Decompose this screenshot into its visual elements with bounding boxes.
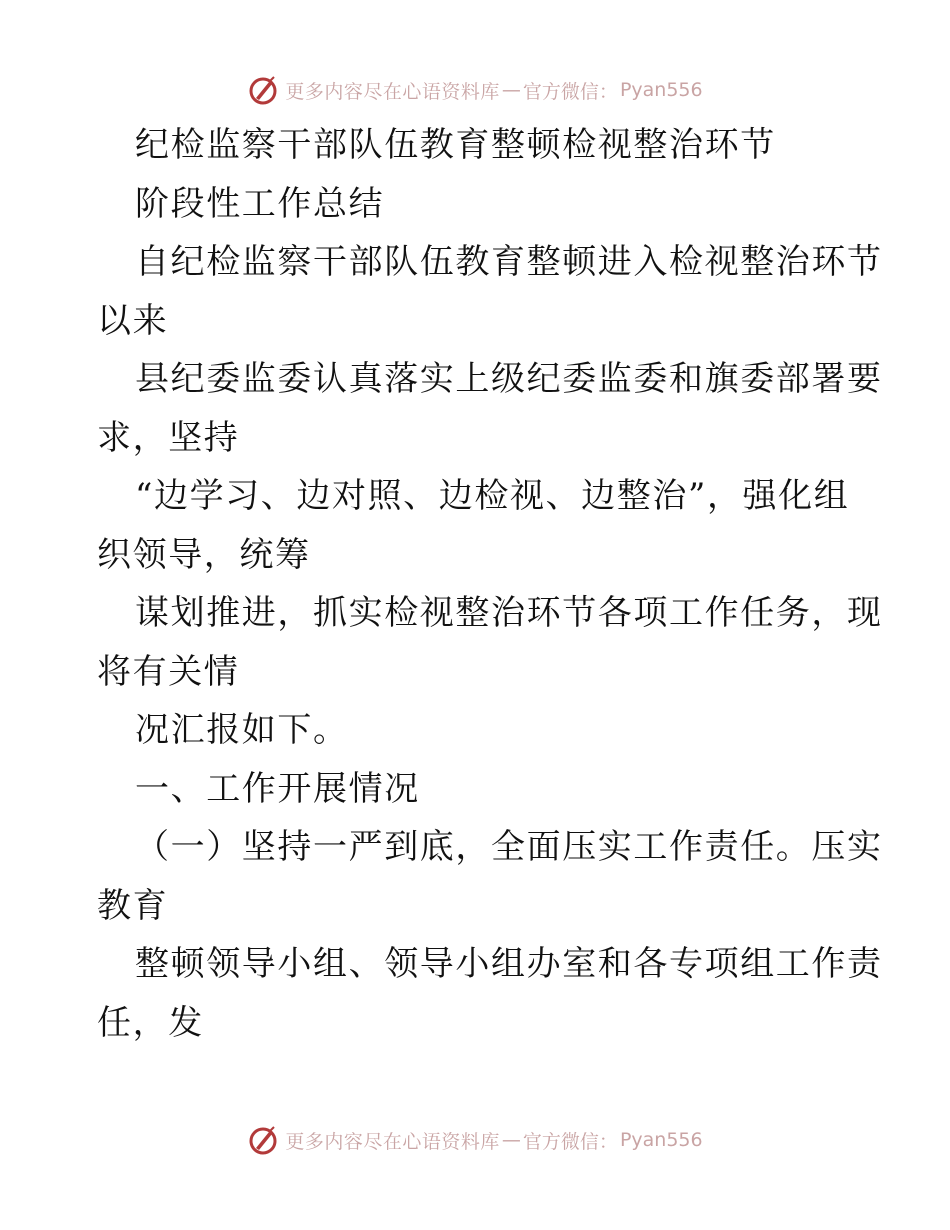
paragraph-line: 以来	[97, 300, 169, 341]
paragraph-line: “边学习、边对照、边检视、边整治”，强化组	[135, 476, 850, 516]
quill-logo-icon	[247, 74, 279, 106]
watermark-wechat-id: Pyan556	[619, 1129, 703, 1151]
paragraph-line: （一）坚持一严到底，全面压实工作责任。压实	[135, 827, 883, 867]
doc-title-line-1: 纪检监察干部队伍教育整顿检视整治环节	[135, 125, 776, 165]
paragraph-line: 织领导，统筹	[97, 534, 311, 575]
watermark-wechat-label: 官方微信：	[522, 80, 618, 103]
section-heading: 一、工作开展情况	[135, 768, 420, 809]
paragraph-line: 况汇报如下。	[135, 710, 349, 750]
paragraph-line: 县纪委监委认真落实上级纪委监委和旗委部署要	[135, 359, 883, 399]
watermark-wechat-label: 官方微信：	[522, 1130, 618, 1153]
document-body	[97, 116, 883, 1052]
paragraph-line: 教育	[97, 885, 169, 926]
paragraph-line: 求，坚持	[97, 417, 240, 458]
watermark-dash: —	[501, 79, 521, 101]
watermark-text: 更多内容尽在心语资料库	[285, 80, 500, 103]
paragraph-line: 任，发	[97, 1002, 204, 1043]
quill-logo-icon	[247, 1124, 279, 1156]
watermark-dash: —	[501, 1129, 521, 1151]
doc-title-line-2: 阶段性工作总结	[135, 183, 385, 224]
paragraph-line: 自纪检监察干部队伍教育整顿进入检视整治环节	[135, 242, 883, 282]
watermark-wechat-id: Pyan556	[619, 79, 703, 101]
paragraph-line: 整顿领导小组、领导小组办室和各专项组工作责	[135, 944, 883, 984]
header-watermark	[0, 70, 950, 110]
paragraph-line: 谋划推进，抓实检视整治环节各项工作任务，现	[135, 593, 883, 633]
paragraph-line: 将有关情	[97, 651, 240, 692]
footer-watermark	[0, 1120, 950, 1160]
watermark-text: 更多内容尽在心语资料库	[285, 1130, 500, 1153]
